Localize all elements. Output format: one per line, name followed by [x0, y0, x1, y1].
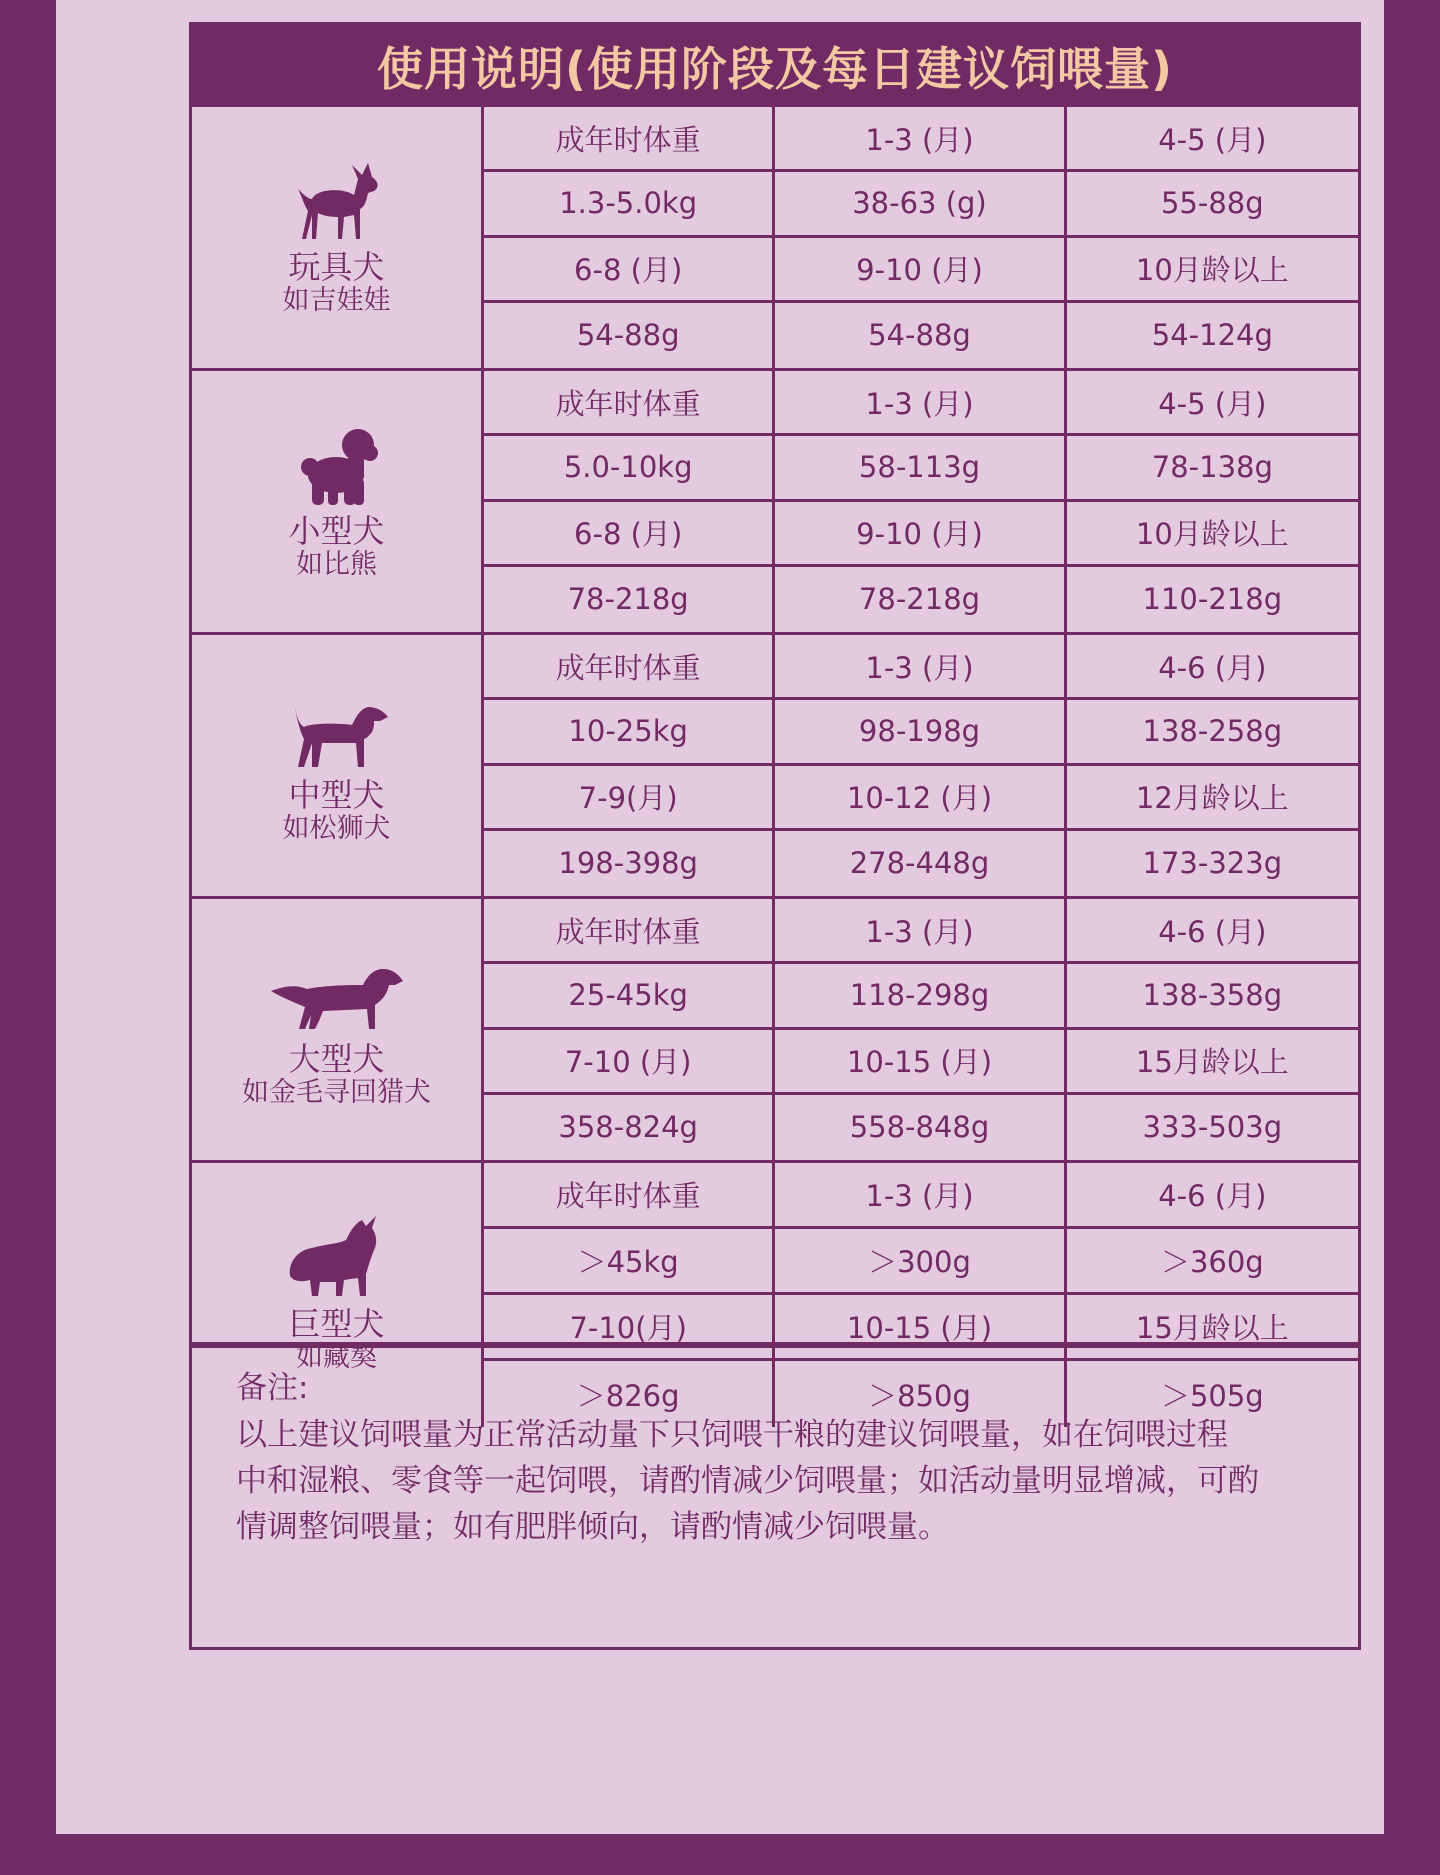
table-cell: 15月龄以上: [1067, 1295, 1358, 1361]
golden-retriever-icon: [267, 951, 407, 1037]
howling-wolf-dog-icon: [282, 1216, 392, 1302]
chihuahua-icon: [282, 159, 392, 245]
breed-label: [192, 107, 484, 368]
table-cell: 成年时体重: [484, 1163, 775, 1229]
breed-label: [192, 635, 484, 896]
page-panel: [56, 0, 1384, 1834]
feeding-guide-card: [189, 22, 1361, 1650]
table-cell: 6-8 (月): [484, 238, 775, 303]
breed-size-name: 小型犬: [288, 511, 385, 550]
notes-line: 情调整饲喂量；如有肥胖倾向，请酌情减少饲喂量。: [236, 1509, 949, 1545]
feeding-grid: [484, 107, 1358, 368]
table-cell: 78-218g: [484, 567, 775, 632]
table-cell: 198-398g: [484, 831, 775, 896]
breed-label: [192, 371, 484, 632]
breed-group-small: [192, 371, 1358, 635]
spaniel-icon: [282, 687, 392, 773]
table-cell: 7-10(月): [484, 1295, 775, 1361]
table-cell: 7-10 (月): [484, 1030, 775, 1095]
breed-label: [192, 899, 484, 1160]
table-cell: 4-6 (月): [1067, 899, 1358, 964]
page-title: 使用说明(使用阶段及每日建议饲喂量): [192, 25, 1358, 107]
table-cell: 12月龄以上: [1067, 766, 1358, 831]
table-cell: 10月龄以上: [1067, 502, 1358, 567]
table-cell: 110-218g: [1142, 582, 1283, 617]
table-cell: 54-124g: [1151, 318, 1273, 353]
table-cell: 7-9(月): [484, 766, 775, 831]
table-cell: ＞505g: [1160, 1378, 1264, 1413]
table-cell: 358-824g: [484, 1095, 775, 1160]
table-cell: 9-10 (月): [775, 238, 1066, 303]
feeding-grid: [484, 371, 1358, 632]
table-cell: 78-218g: [775, 567, 1066, 632]
breed-example: 如吉娃娃: [282, 284, 391, 316]
feeding-grid: [484, 635, 1358, 896]
notes-section: [192, 1345, 1358, 1647]
breed-example: 如松狮犬: [282, 812, 391, 844]
table-cell: 4-5 (月): [1067, 371, 1358, 436]
table-cell: 成年时体重: [484, 635, 775, 700]
breed-example: 如金毛寻回猎犬: [242, 1076, 431, 1108]
breed-group-large: [192, 899, 1358, 1163]
table-cell: 25-45kg: [484, 964, 775, 1029]
table-cell: 6-8 (月): [484, 502, 775, 567]
table-cell: 55-88g: [1067, 172, 1358, 237]
breed-size-name: 大型犬: [288, 1039, 385, 1078]
breed-group-toy: [192, 107, 1358, 371]
breed-size-name: 巨型犬: [288, 1305, 385, 1343]
breed-example: 如藏獒: [296, 1342, 377, 1373]
table-cell: ＞360g: [1067, 1229, 1358, 1295]
table-cell: ＞826g: [484, 1361, 775, 1427]
table-cell: 54-88g: [775, 303, 1066, 368]
table-cell: 4-6 (月): [1067, 635, 1358, 700]
table-cell: 38-63 (g): [775, 172, 1066, 237]
table-cell: 15月龄以上: [1067, 1030, 1358, 1095]
table-cell: ＞300g: [775, 1229, 1066, 1295]
table-cell: 成年时体重: [484, 899, 775, 964]
table-cell: 10-15 (月): [775, 1030, 1066, 1095]
table-cell: 10-15 (月): [775, 1295, 1066, 1361]
table-cell: ＞45kg: [484, 1229, 775, 1295]
table-cell: 10月龄以上: [1067, 238, 1358, 303]
breed-size-name: 中型犬: [288, 775, 385, 814]
table-cell: 1-3 (月): [775, 635, 1066, 700]
table-cell: 成年时体重: [484, 371, 775, 436]
table-cell: 1-3 (月): [775, 1163, 1066, 1229]
notes-title: 备注:: [236, 1370, 309, 1406]
feeding-grid: [484, 899, 1358, 1160]
notes-line: 中和湿粮、零食等一起饲喂，请酌情减少饲喂量；如活动量明显增减，可酌: [236, 1463, 1259, 1499]
table-cell: 558-848g: [775, 1095, 1066, 1160]
table-cell: 4-6 (月): [1067, 1163, 1358, 1229]
breed-size-name: 玩具犬: [288, 247, 385, 286]
table-cell: 4-5 (月): [1067, 107, 1358, 172]
table-cell: 333-503g: [1142, 1110, 1283, 1145]
table-cell: 1-3 (月): [775, 107, 1066, 172]
breed-example: 如比熊: [296, 548, 377, 580]
table-cell: 10-25kg: [484, 700, 775, 765]
table-cell: 58-113g: [775, 436, 1066, 501]
table-cell: 278-448g: [775, 831, 1066, 896]
table-cell: 5.0-10kg: [484, 436, 775, 501]
table-cell: 138-258g: [1067, 700, 1358, 765]
table-cell: ＞850g: [775, 1361, 1066, 1427]
breed-group-medium: [192, 635, 1358, 899]
notes-line: 以上建议饲喂量为正常活动量下只饲喂干粮的建议饲喂量，如在饲喂过程: [236, 1417, 1228, 1453]
table-cell: 118-298g: [775, 964, 1066, 1029]
table-cell: 1-3 (月): [775, 899, 1066, 964]
table-cell: 10-12 (月): [775, 766, 1066, 831]
table-cell: 1.3-5.0kg: [484, 172, 775, 237]
bichon-icon: [282, 423, 392, 509]
table-cell: 173-323g: [1142, 846, 1283, 881]
notes-body: [236, 1412, 1336, 1550]
table-cell: 9-10 (月): [775, 502, 1066, 567]
table-cell: 98-198g: [775, 700, 1066, 765]
table-cell: 1-3 (月): [775, 371, 1066, 436]
table-cell: 成年时体重: [484, 107, 775, 172]
table-cell: 54-88g: [484, 303, 775, 368]
table-cell: 78-138g: [1067, 436, 1358, 501]
table-cell: 138-358g: [1067, 964, 1358, 1029]
